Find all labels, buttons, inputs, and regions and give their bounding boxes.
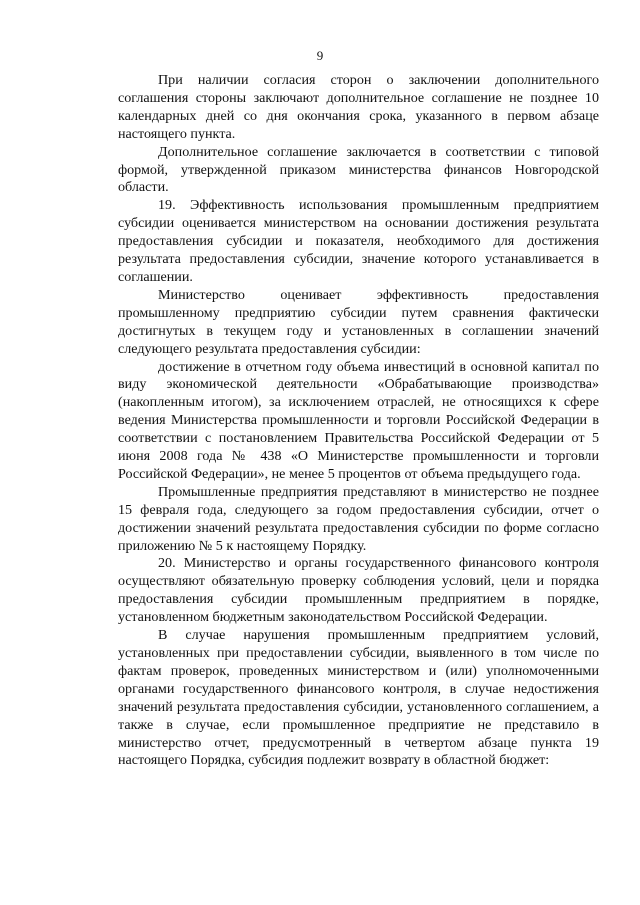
paragraph: Министерство оценивает эффективность предоставления промышленному предприятию субсидии путем сравнения фактически достигнутых в текущем году и установленных в соглашении значений следующего результата предоставления субсидии: xyxy=(118,286,599,357)
paragraph: 20. Министерство и органы государственного финансового контроля осуществляют обязательную проверку соблюдения условий, цели и порядка предоставления субсидии промышленным предприятием в порядке, установленном бюджетным законодательством Российской Федерации. xyxy=(118,555,599,626)
paragraph: При наличии согласия сторон о заключении дополнительного соглашения стороны заключают дополнительное соглашение не позднее 10 календарных дней со дня окончания срока, указанного в первом абзаце настоящего пункта. xyxy=(118,72,599,142)
paragraph: достижение в отчетном году объема инвестиций в основной капитал по виду экономической деятельности «Обрабатывающие производства» (накопленным итогом), за исключением отраслей, не относящихся к сфере ведения Министерства промышленности и торговли Российской Федерации в соответствии с постановлением Правительства Российской Федерации от 5 июня 2008 года № 438 «О Министерстве промышленности и торговли Российской Федерации», не менее 5 процентов от объема предыдущего года. xyxy=(118,358,599,482)
body-text xyxy=(118,72,599,770)
paragraph: 19. Эффективность использования промышленным предприятием субсидии оценивается министерством на основании достижения результата предоставления субсидии и показателя, необходимого для достижения результата предоставления субсидии, значение которого устанавливается в соглашении. xyxy=(118,197,599,285)
paragraph: Дополнительное соглашение заключается в соответствии с типовой формой, утвержденной приказом министерства финансов Новгородской области. xyxy=(118,143,599,196)
paragraph: Промышленные предприятия представляют в министерство не позднее 15 февраля года, следующего за годом предоставления субсидии, отчет о достижении значений результата предоставления субсидии по форме согласно приложению № 5 к настоящему Порядку. xyxy=(118,483,599,554)
page-number: 9 xyxy=(316,48,324,63)
paragraph: В случае нарушения промышленным предприятием условий, установленных при предоставлении субсидии, выявленного в том числе по фактам проверок, проведенных министерством и (или) уполномоченными органами государственного финансового контроля, в случае недостижения значений результата предоставления субсидии, установленного соглашением, а также в случае, если промышленное предприятие не представило в министерство отчет, предусмотренный в четвертом абзаце пункта 19 настоящего Порядка, субсидия подлежит возврату в областной бюджет: xyxy=(118,627,599,769)
